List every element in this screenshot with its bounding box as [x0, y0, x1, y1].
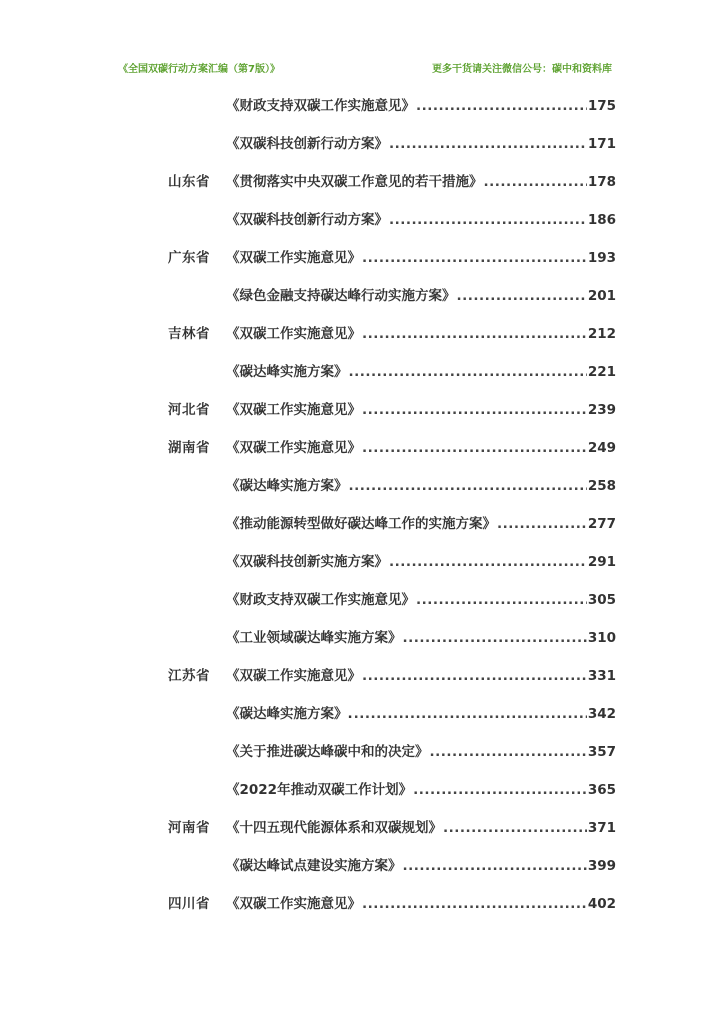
toc-page-number: 239 [587, 402, 616, 418]
toc-page-number: 186 [587, 212, 616, 228]
toc-entry[interactable] [226, 701, 616, 727]
province-label: 吉林省 [168, 326, 210, 342]
toc-page-number: 175 [587, 98, 616, 114]
toc-page-number: 342 [587, 706, 616, 722]
province-label: 广东省 [168, 250, 210, 266]
dot-leader [362, 397, 587, 423]
toc-row[interactable] [0, 169, 724, 207]
dot-leader [354, 701, 587, 727]
header-right-note: 更多干货请关注微信公号：碳中和资料库 [432, 64, 612, 75]
toc-entry-title[interactable]: 《双碳科技创新行动方案》 [226, 212, 388, 228]
dot-leader [389, 207, 587, 233]
toc-row[interactable] [0, 587, 724, 625]
toc-page-number: 178 [587, 174, 616, 190]
dot-leader [430, 739, 587, 765]
toc-entry[interactable] [226, 397, 616, 423]
toc-row[interactable] [0, 891, 724, 929]
toc-entry-title[interactable]: 《贯彻落实中央双碳工作意见的若干措施》 [226, 174, 483, 190]
toc-entry[interactable] [226, 245, 616, 271]
toc-page-number: 212 [587, 326, 616, 342]
toc-page-number: 201 [587, 288, 616, 304]
toc-entry-title[interactable]: 《双碳科技创新行动方案》 [226, 136, 388, 152]
dot-leader [403, 625, 587, 651]
toc-entry-title[interactable]: 《双碳工作实施意见》 [226, 440, 361, 456]
toc-entry-title[interactable]: 《双碳工作实施意见》 [226, 326, 361, 342]
toc-entry-title[interactable]: 《碳达峰实施方案》 [226, 478, 348, 494]
dot-leader [362, 245, 587, 271]
toc-row[interactable] [0, 207, 724, 245]
dot-leader [349, 359, 587, 385]
toc-entry-title[interactable]: 《碳达峰实施方案》. [226, 706, 353, 722]
dot-leader [362, 891, 587, 917]
toc-page-number: 249 [587, 440, 616, 456]
toc-entry-title[interactable]: 《碳达峰试点建设实施方案》 [226, 858, 402, 874]
toc-row[interactable] [0, 473, 724, 511]
toc-row[interactable] [0, 131, 724, 169]
dot-leader [362, 435, 587, 461]
toc-row[interactable] [0, 359, 724, 397]
toc-entry[interactable] [226, 663, 616, 689]
toc-row[interactable] [0, 777, 724, 815]
toc-page-number: 221 [587, 364, 616, 380]
toc-page-number: 310 [587, 630, 616, 646]
toc-row[interactable] [0, 435, 724, 473]
toc-entry[interactable] [226, 511, 616, 537]
dot-leader [389, 549, 587, 575]
toc-row[interactable] [0, 511, 724, 549]
dot-leader [362, 321, 587, 347]
province-label: 湖南省 [168, 440, 210, 456]
toc-entry[interactable] [226, 549, 616, 575]
toc-entry-title[interactable]: 《财政支持双碳工作实施意见》 [226, 98, 415, 114]
toc-entry-title[interactable]: 《双碳工作实施意见》 [226, 668, 361, 684]
toc-entry-title[interactable]: 《双碳工作实施意见》 [226, 896, 361, 912]
toc-row[interactable] [0, 853, 724, 891]
table-of-contents [0, 93, 724, 929]
toc-page-number: 331 [587, 668, 616, 684]
province-label: 河南省 [168, 820, 210, 836]
toc-page-number: 258 [587, 478, 616, 494]
toc-entry[interactable] [226, 435, 616, 461]
toc-entry-title[interactable]: 《双碳科技创新实施方案》 [226, 554, 388, 570]
toc-entry[interactable] [226, 473, 616, 499]
toc-entry[interactable] [226, 625, 616, 651]
toc-entry[interactable] [226, 321, 616, 347]
toc-entry[interactable] [226, 207, 616, 233]
dot-leader [403, 853, 587, 879]
toc-page-number: 291 [587, 554, 616, 570]
toc-entry[interactable] [226, 777, 616, 803]
toc-row[interactable] [0, 663, 724, 701]
toc-entry-title[interactable]: 《工业领域碳达峰实施方案》 [226, 630, 402, 646]
toc-page-number: 305 [587, 592, 616, 608]
page-header [118, 60, 612, 75]
toc-row[interactable] [0, 245, 724, 283]
toc-page-number: 399 [587, 858, 616, 874]
toc-entry[interactable] [226, 891, 616, 917]
toc-entry-title[interactable]: 《十四五现代能源体系和双碳规划》 [226, 820, 442, 836]
toc-entry[interactable] [226, 587, 616, 613]
toc-page-number: 402 [587, 896, 616, 912]
toc-entry[interactable] [226, 815, 616, 841]
header-left-title: 《全国双碳行动方案汇编（第7版）》 [118, 64, 280, 75]
toc-row[interactable] [0, 549, 724, 587]
toc-page-number: 171 [587, 136, 616, 152]
toc-entry-title[interactable]: 《关于推进碳达峰碳中和的决定》 [226, 744, 429, 760]
toc-entry-title[interactable]: 《推动能源转型做好碳达峰工作的实施方案》 [226, 516, 496, 532]
toc-entry-title[interactable]: 《双碳工作实施意见》 [226, 250, 361, 266]
toc-entry[interactable] [226, 853, 616, 879]
toc-row[interactable] [0, 321, 724, 359]
toc-row[interactable] [0, 739, 724, 777]
toc-row[interactable] [0, 625, 724, 663]
toc-page-number: 193 [587, 250, 616, 266]
dot-leader [443, 815, 587, 841]
toc-row[interactable] [0, 815, 724, 853]
toc-entry[interactable] [226, 93, 616, 119]
dot-leader [484, 169, 587, 195]
toc-entry[interactable] [226, 359, 616, 385]
toc-entry-title[interactable]: 《碳达峰实施方案》 [226, 364, 348, 380]
toc-entry[interactable] [226, 283, 616, 309]
dot-leader [416, 93, 587, 119]
toc-row[interactable] [0, 283, 724, 321]
toc-page-number: 277 [587, 516, 616, 532]
province-label: 山东省 [168, 174, 210, 190]
dot-leader [389, 131, 587, 157]
dot-leader [497, 511, 587, 537]
province-label: 河北省 [168, 402, 210, 418]
toc-entry-title[interactable]: 《财政支持双碳工作实施意见》 [226, 592, 415, 608]
toc-row[interactable] [0, 701, 724, 739]
toc-row[interactable] [0, 93, 724, 131]
toc-entry[interactable] [226, 131, 616, 157]
dot-leader [416, 587, 587, 613]
toc-row[interactable] [0, 397, 724, 435]
dot-leader [457, 283, 587, 309]
dot-leader [413, 777, 587, 803]
toc-entry[interactable] [226, 739, 616, 765]
dot-leader [349, 473, 587, 499]
toc-page-number: 371 [587, 820, 616, 836]
toc-page-number: 357 [587, 744, 616, 760]
toc-entry-title[interactable]: 《2022年推动双碳工作计划》 [226, 782, 413, 798]
toc-entry-title[interactable]: 《双碳工作实施意见》 [226, 402, 361, 418]
province-label: 江苏省 [168, 668, 210, 684]
dot-leader [362, 663, 587, 689]
province-label: 四川省 [168, 896, 210, 912]
toc-entry[interactable] [226, 169, 616, 195]
toc-entry-title[interactable]: 《绿色金融支持碳达峰行动实施方案》 [226, 288, 456, 304]
toc-page-number: 365 [587, 782, 616, 798]
